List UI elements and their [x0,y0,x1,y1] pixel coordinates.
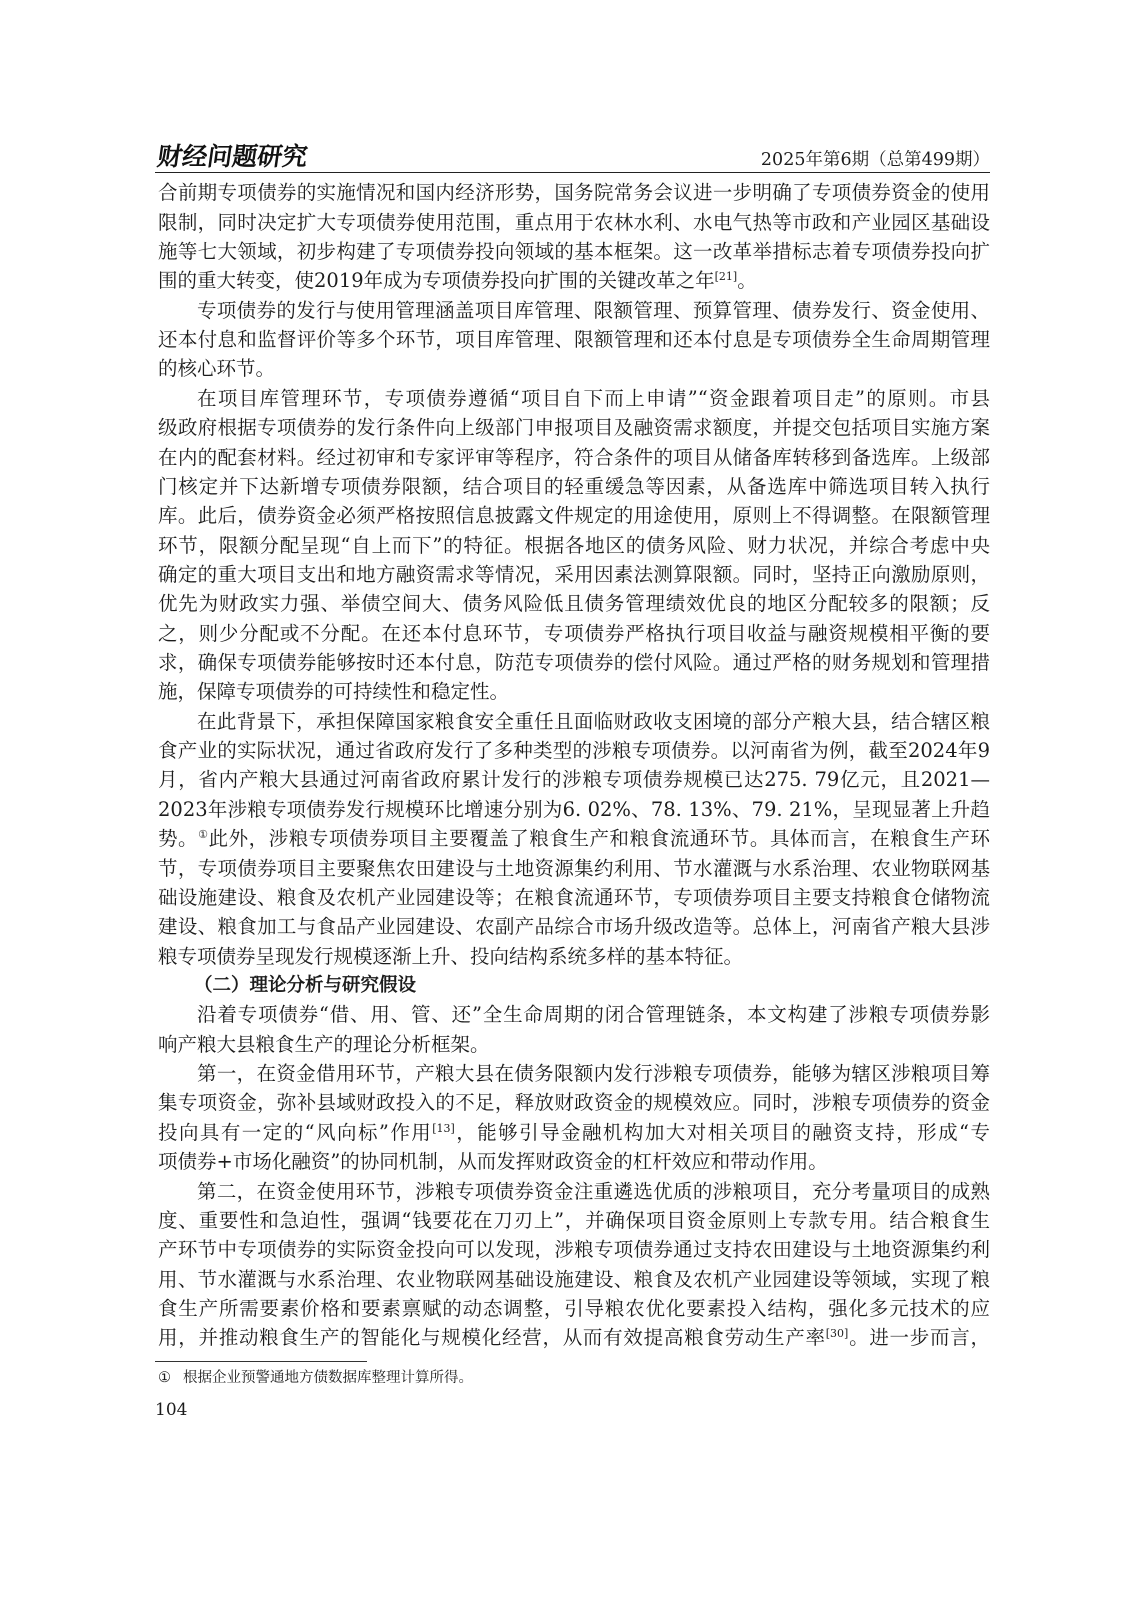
line-text: ，能够引导金融机构加大对相关项目的融资支持，形成“专 [454,1120,990,1144]
footnote-marker: ① [158,1370,171,1386]
issue-info: 2025年第6期（总第499期） [760,150,990,170]
text-line: 之，则少分配或不分配。在还本付息环节，专项债券严格执行项目收益与融资规模相平衡的要 [158,621,990,645]
text-line: 2023年涉粮专项债券发行规模环比增速分别为6. 02%、78. 13%、79. 21%，呈现显著上升趋 [158,797,990,821]
header-rule [155,172,990,173]
footnote-reference: ① [198,828,209,842]
text-line: 施，保障专项债券的可持续性和稳定性。 [158,680,510,704]
body-paragraph [158,1000,990,1059]
citation-superscript: [30] [825,1327,849,1341]
text-line: 门核定并下达新增专项债券限额，结合项目的轻重缓急等因素，从备选库中筛选项目转入执行 [158,474,990,498]
text-line: 合前期专项债券的实施情况和国内经济形势，国务院常务会议进一步明确了专项债券资金的使用 [158,181,990,205]
text-line: 粮专项债券呈现发行规模逐渐上升、投向结构系统多样的基本特征。 [158,944,744,968]
text-line: 限制，同时决定扩大专项债券使用范围，重点用于农林水利、水电气热等市政和产业园区基础设 [158,210,990,234]
body-paragraph [158,1059,990,1176]
text-line: 集专项资金，弥补县域财政投入的不足，释放财政资金的规模效应。同时，涉粮专项债券的资金 [158,1091,990,1115]
footnote-text: 根据企业预警通地方债数据库整理计算所得。 [183,1370,473,1386]
text-line: 第一，在资金借用环节，产粮大县在债务限额内发行涉粮专项债券，能够为辖区涉粮项目筹 [197,1062,990,1086]
text-line: 项债券+市场化融资”的协同机制，从而发挥财政资金的杠杆效应和带动作用。 [158,1150,828,1174]
line-text: 围的重大转变，使2019年成为专项债券投向扩围的关键改革之年 [158,269,715,293]
text-line: 用、节水灌溉与水系治理、农业物联网基础设施建设、粮食及农机产业园建设等领域，实现了粮 [158,1267,990,1291]
text-line: 施等七大领域，初步构建了专项债券投向领域的基本框架。这一改革举措标志着专项债券投向扩 [158,240,990,264]
text-line: 食产业的实际状况，通过省政府发行了多种类型的涉粮专项债券。以河南省为例，截至2024年9 [158,739,990,763]
text-line: 产环节中专项债券的实际资金投向可以发现，涉粮专项债券通过支持农田建设与土地资源集约利 [158,1238,990,1262]
body-paragraph [158,384,990,707]
text-line: 环节，限额分配呈现“自上而下”的特征。根据各地区的债务风险、财力状况，并综合考虑中央 [158,533,990,557]
text-line: 响产粮大县粮食生产的理论分析框架。 [158,1032,490,1056]
text-line: 在内的配套材料。经过初审和专家评审等程序，符合条件的项目从储备库转移到备选库。上级部 [158,445,990,469]
text-line: 食生产所需要素价格和要素禀赋的动态调整，引导粮农优化要素投入结构，强化多元技术的应 [158,1296,990,1320]
text-line: 专项债券的发行与使用管理涵盖项目库管理、限额管理、预算管理、债券发行、资金使用、 [197,298,990,322]
text-line: 月，省内产粮大县通过河南省政府累计发行的涉粮专项债券规模已达275. 79亿元，且2021— [158,768,990,792]
text-line: 求，确保专项债券能够按时还本付息，防范专项债券的偿付风险。通过严格的财务规划和管理措 [158,651,990,675]
page-number: 104 [155,1400,188,1420]
text-line: 确定的重大项目支出和地方融资需求等情况，采用因素法测算限额。同时，坚持正向激励原则， [158,562,990,586]
line-text: 投向具有一定的“风向标”作用 [158,1120,433,1144]
line-text: 。 [737,269,757,293]
text-line [158,824,990,853]
text-line: 库。此后，债券资金必须严格按照信息披露文件规定的用途使用，原则上不得调整。在限额管理 [158,504,990,528]
text-line: 沿着专项债券“借、用、管、还”全生命周期的闭合管理链条，本文构建了涉粮专项债券影 [197,1003,990,1027]
citation-superscript: [13] [432,1121,455,1135]
body-paragraph [158,178,990,295]
line-text: 此外，涉粮专项债券项目主要覆盖了粮食生产和粮食流通环节。具体而言，在粮食生产环 [208,827,990,851]
text-line: 还本付息和监督评价等多个环节，项目库管理、限额管理和还本付息是专项债券全生命周期管理 [158,328,990,352]
text-line: 在项目库管理环节，专项债券遵循“项目自下而上申请”“资金跟着项目走”的原则。市县 [197,386,990,410]
line-text: 用，并推动粮食生产的智能化与规模化经营，从而有效提高粮食劳动生产率 [158,1326,826,1350]
text-line: 节，专项债券项目主要聚焦农田建设与土地资源集约利用、节水灌溉与水系治理、农业物联网基 [158,856,990,880]
text-line: 优先为财政实力强、举债空间大、债务风险低且债务管理绩效优良的地区分配较多的限额；反 [158,592,990,616]
footnote [158,1367,473,1389]
text-line [158,266,990,295]
journal-logo: 财经问题研究 [155,142,310,171]
body-paragraph [158,707,990,971]
text-line: 级政府根据专项债券的发行条件向上级部门申报项目及融资需求额度，并提交包括项目实施方案 [158,416,990,440]
footnote-rule [155,1361,367,1362]
citation-superscript: [21] [714,270,738,284]
text-line: 在此背景下，承担保障国家粮食安全重任且面临财政收支困境的部分产粮大县，结合辖区粮 [197,709,990,733]
text-line: 第二，在资金使用环节，涉粮专项债券资金注重遴选优质的涉粮项目，充分考量项目的成熟 [197,1179,990,1203]
line-text: 势。 [158,827,199,851]
text-line: 的核心环节。 [158,357,276,381]
text-line [158,1118,990,1147]
text-line: 建设、粮食加工与食品产业园建设、农副产品综合市场升级改造等。总体上，河南省产粮大县涉 [158,915,990,939]
article-body [158,178,990,1352]
body-paragraph [158,296,990,384]
text-line: 础设施建设、粮食及农机产业园建设等；在粮食流通环节，专项债券项目主要支持粮食仓储物流 [158,885,990,909]
line-text: 。进一步而言， [848,1326,990,1350]
section-heading: （二）理论分析与研究假设 [194,975,417,996]
text-line: 度、重要性和急迫性，强调“钱要花在刀刃上”，并确保项目资金原则上专款专用。结合粮食生 [158,1208,990,1232]
text-line [158,1323,990,1352]
body-paragraph [158,1177,990,1353]
